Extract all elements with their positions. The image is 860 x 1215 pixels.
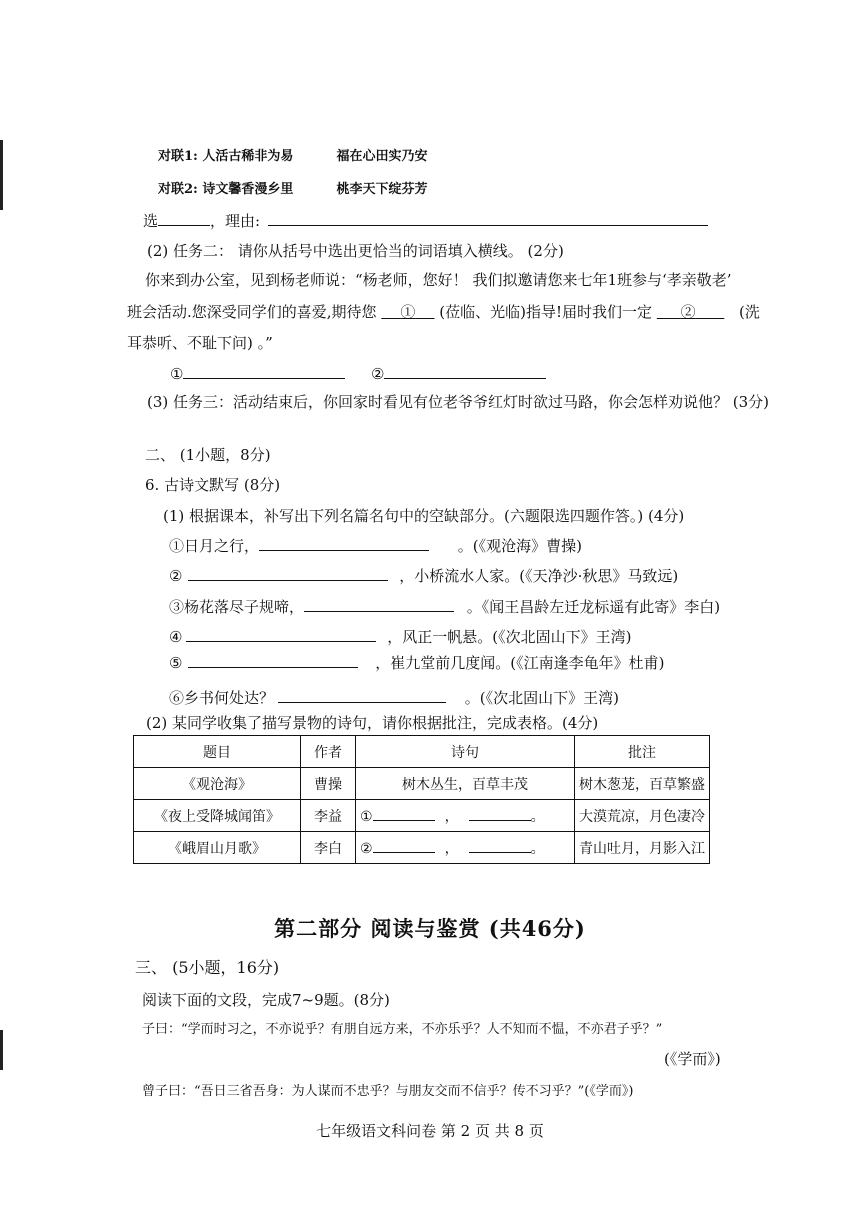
table-row: 《峨眉山月歌》 李白 ② ， 。 青山吐月，月影入江 — [134, 832, 710, 864]
poem-line-2: ② ，小桥流水人家。(《天净沙·秋思》马致远) — [169, 567, 679, 585]
verse-blank[interactable] — [373, 808, 435, 821]
poem-blank-4[interactable] — [186, 627, 376, 642]
table-header-row — [134, 736, 710, 768]
verse-blank[interactable] — [469, 808, 531, 821]
answer-1-blank[interactable] — [183, 364, 345, 379]
task2-line2-a: 班会活动.您深受同学们的喜爱,期待您 — [127, 303, 377, 321]
couplet-1 — [158, 147, 427, 167]
poem-blank-5[interactable] — [188, 653, 358, 668]
q6-title: 6. 古诗文默写 (8分) — [145, 476, 281, 494]
part2-title: 第二部分 阅读与鉴赏 (共46分) — [274, 916, 586, 941]
reading-instruction: 阅读下面的文段，完成7~9题。(8分) — [142, 991, 390, 1009]
poem-line-4: ④ ，风正一帆悬。(《次北固山下》王湾) — [169, 628, 632, 646]
scan-edge-mark — [0, 140, 3, 210]
task2-blank-1[interactable]: ① — [400, 303, 416, 321]
couplet-1-first: 人活古稀非为易 — [202, 149, 294, 164]
table-header: 诗句 — [356, 736, 575, 768]
classical-source-1: (《学而》) — [664, 1050, 721, 1068]
scan-edge-mark — [0, 1030, 3, 1070]
verse-blank[interactable] — [469, 840, 531, 853]
table-header: 题目 — [134, 736, 301, 768]
poem-line-6: ⑥乡书何处达？ 。(《次北固山下》王湾) — [169, 689, 620, 707]
q6-1-title: (1) 根据课本，补写出下列名篇名句中的空缺部分。(六题限选四题作答。) (4分) — [163, 507, 685, 525]
choose-line — [143, 211, 708, 231]
table-row: 《观沧海》 曹操 树木丛生，百草丰茂 树木葱茏，百草繁盛 — [134, 768, 710, 800]
q6-2-title: (2) 某同学收集了描写景物的诗句，请你根据批注，完成表格。(4分) — [146, 714, 599, 732]
table-header: 批注 — [575, 736, 710, 768]
classical-text-2: 曾子曰：“吾日三省吾身：为人谋而不忠乎？与朋友交而不信乎？传不习乎？”(《学而》) — [142, 1084, 634, 1099]
classical-text-1: 子曰：“学而时习之，不亦说乎？有朋自远方来，不亦乐乎？人不知而不愠，不亦君子乎？” — [142, 1022, 663, 1037]
couplet-1-second: 福在心田实乃安 — [336, 149, 428, 164]
answer-2-blank[interactable] — [384, 364, 546, 379]
reason-blank[interactable] — [268, 211, 708, 226]
poem-blank-2[interactable] — [188, 566, 388, 581]
table-row: 《夜上受降城闻笛》 李益 ① ， 。 大漠荒凉，月色凄冷 — [134, 800, 710, 832]
poem-line-3: ③杨花落尽子规啼， 。《闻王昌龄左迁龙标遥有此寄》李白) — [169, 598, 721, 616]
poem-line-5: ⑤ ，崔九堂前几度闻。(《江南逢李龟年》杜甫) — [169, 654, 665, 672]
task2-blank-2[interactable]: ② — [680, 303, 696, 321]
couplet-2-label: 对联2: — [158, 182, 198, 197]
task2-line1: 你来到办公室，见到杨老师说：“杨老师，您好！ 我们拟邀请您来七年1班参与‘孝亲敬老’ — [145, 271, 732, 289]
answer-1-label: ① — [170, 365, 184, 383]
couplet-1-label: 对联1: — [158, 149, 198, 164]
task2-line2-c: (洗 — [739, 303, 760, 321]
poem-blank-1[interactable] — [259, 536, 429, 551]
couplet-2 — [158, 180, 427, 200]
page-footer: 七年级语文科问卷 第 2 页 共 8 页 — [316, 1122, 544, 1140]
task2-line2-b: (莅临、光临)指导!届时我们一定 — [439, 303, 653, 321]
verse-fill-cell[interactable]: ② ， 。 — [356, 832, 575, 864]
answer-2-label: ② — [371, 365, 385, 383]
reason-label: ，理由: — [210, 212, 261, 230]
section2-heading: 二、 (1小题，8分) — [145, 446, 271, 464]
poem-blank-6[interactable] — [278, 688, 446, 703]
couplet-2-first: 诗文馨香漫乡里 — [202, 182, 294, 197]
choose-blank[interactable] — [158, 211, 210, 226]
verse-fill-cell[interactable]: ① ， 。 — [356, 800, 575, 832]
choose-label: 选 — [143, 212, 159, 230]
couplet-2-second: 桃李天下绽芬芳 — [336, 182, 428, 197]
task2-line3: 耳恭听、不耻下问) 。” — [127, 334, 273, 352]
poem-table — [133, 735, 710, 864]
poem-line-1: ①日月之行， 。(《观沧海》曹操) — [169, 537, 583, 555]
answer-line — [170, 364, 546, 384]
section3-heading: 三、 (5小题，16分) — [135, 958, 280, 977]
verse-blank[interactable] — [373, 840, 435, 853]
task2-title: (2) 任务二： 请你从括号中选出更恰当的词语填入横线。 (2分) — [147, 242, 564, 260]
task3: (3) 任务三：活动结束后，你回家时看见有位老爷爷红灯时欲过马路，你会怎样劝说他？ (3分) — [147, 393, 770, 411]
task2-line2 — [127, 302, 760, 322]
table-header: 作者 — [301, 736, 356, 768]
poem-blank-3[interactable] — [304, 597, 454, 612]
